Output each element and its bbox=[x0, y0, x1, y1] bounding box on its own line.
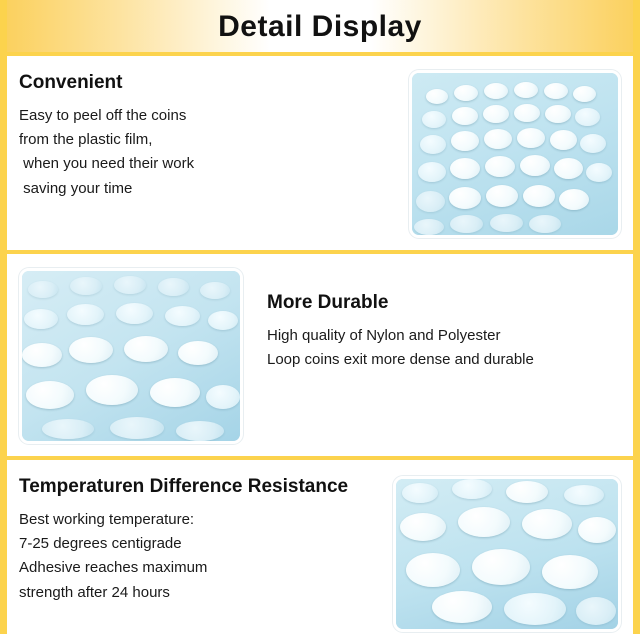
product-photo-coins-rows bbox=[409, 70, 621, 238]
page-header bbox=[7, 0, 633, 56]
section-more-durable bbox=[7, 254, 633, 456]
section-temperature-resistance-line-1: Best working temperature: bbox=[19, 510, 195, 528]
section-convenient-row bbox=[7, 56, 633, 250]
section-temperature-resistance-title: Temperaturen Difference Resistance bbox=[19, 476, 349, 497]
section-convenient-text bbox=[7, 56, 397, 250]
section-convenient-line-2: from the plastic film, bbox=[19, 131, 153, 149]
section-temperature-resistance-image-wrap bbox=[381, 460, 633, 644]
product-photo-scattered-coins bbox=[393, 476, 621, 632]
section-more-durable-text bbox=[255, 254, 633, 456]
section-convenient-title: Convenient bbox=[19, 72, 123, 93]
page-title: Detail Display bbox=[218, 10, 422, 43]
section-more-durable-line-2: Loop coins exit more dense and durable bbox=[267, 351, 534, 369]
section-more-durable-title: More Durable bbox=[267, 292, 389, 313]
section-more-durable-image-wrap bbox=[7, 254, 255, 456]
section-temperature-resistance-line-4: strength after 24 hours bbox=[19, 583, 170, 601]
section-more-durable-line-1: High quality of Nylon and Polyester bbox=[267, 326, 501, 344]
section-convenient-line-4: saving your time bbox=[19, 179, 133, 197]
section-convenient bbox=[7, 56, 633, 250]
section-convenient-image-wrap bbox=[397, 56, 633, 250]
section-temperature-resistance bbox=[7, 460, 633, 644]
section-convenient-line-3: when you need their work bbox=[19, 155, 195, 173]
section-more-durable-row bbox=[7, 254, 633, 456]
section-convenient-line-1: Easy to peel off the coins bbox=[19, 106, 187, 124]
section-temperature-resistance-line-2: 7-25 degrees centigrade bbox=[19, 535, 182, 553]
section-temperature-resistance-row bbox=[7, 460, 633, 644]
section-temperature-resistance-line-3: Adhesive reaches maximum bbox=[19, 559, 208, 577]
section-temperature-resistance-text bbox=[7, 460, 381, 644]
product-photo-loop-closeup bbox=[19, 268, 243, 444]
